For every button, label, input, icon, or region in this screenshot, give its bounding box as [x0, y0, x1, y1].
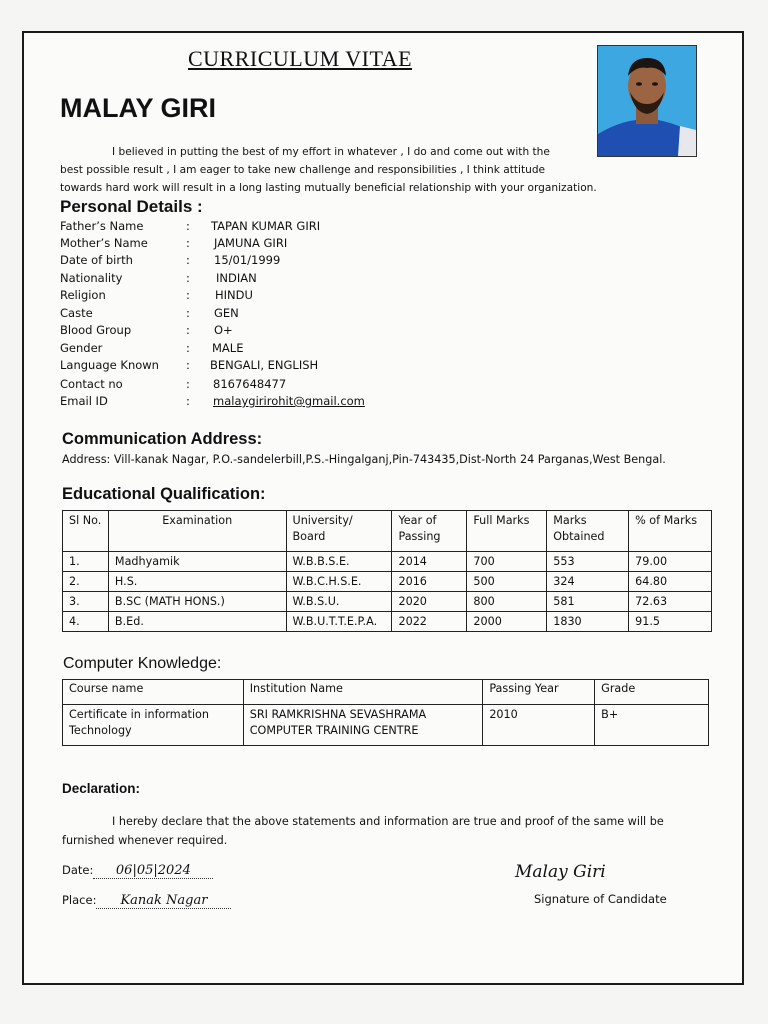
declaration-text: [62, 812, 702, 850]
objective-line: I believed in putting the best of my effort in whatever , I do and come out with the: [112, 146, 550, 158]
education-table: [62, 510, 712, 632]
header-cell: Sl No.: [63, 511, 109, 552]
table-cell: 2.: [63, 572, 109, 592]
objective-line: best possible result , I am eager to take new challenge and responsibilities , I think attitude: [60, 164, 546, 176]
table-row: [63, 592, 712, 612]
communication-heading: Communication Address:: [62, 430, 263, 448]
row-colon: :: [186, 377, 190, 391]
table-cell: 2014: [392, 552, 467, 572]
table-cell: 553: [547, 552, 629, 572]
document-title: CURRICULUM VITAE: [188, 46, 413, 71]
personal-details-heading: Personal Details :: [60, 197, 203, 216]
table-cell: 581: [547, 592, 629, 612]
row-label: Date of birth: [60, 253, 133, 267]
row-label: Blood Group: [60, 323, 132, 337]
row-label: Language Known: [60, 358, 159, 372]
row-colon: :: [186, 236, 190, 250]
declaration-paragraph: I hereby declare that the above statements and information are true and proof of the same will be furnished whenever required.: [62, 815, 664, 847]
table-row: [63, 705, 709, 746]
table-cell: 500: [467, 572, 547, 592]
row-value: O+: [214, 323, 233, 337]
header-cell: University/ Board: [286, 511, 392, 552]
row-colon: :: [186, 358, 190, 372]
table-cell: Certificate in information Technology: [63, 705, 244, 746]
row-colon: :: [186, 253, 190, 267]
place-line: [62, 893, 231, 909]
row-colon: :: [186, 306, 190, 320]
table-cell: W.B.C.H.S.E.: [286, 572, 392, 592]
table-cell: W.B.B.S.E.: [286, 552, 392, 572]
header-cell: Examination: [108, 511, 286, 552]
table-cell: 64.80: [629, 572, 712, 592]
table-cell: 4.: [63, 612, 109, 632]
objective-line: towards hard work will result in a long lasting mutually beneficial relationship with your organization.: [60, 182, 597, 194]
place-value: Kanak Nagar: [96, 893, 231, 909]
row-value: BENGALI, ENGLISH: [210, 358, 319, 372]
place-label: Place:: [62, 893, 97, 907]
row-label: Nationality: [60, 271, 123, 285]
row-label: Contact no: [60, 377, 123, 391]
table-cell: 72.63: [629, 592, 712, 612]
table-cell: 1.: [63, 552, 109, 572]
row-label: Father’s Name: [60, 219, 144, 233]
table-cell: 2022: [392, 612, 467, 632]
row-label: Gender: [60, 341, 103, 355]
table-row: [63, 612, 712, 632]
table-cell: 1830: [547, 612, 629, 632]
row-value: 8167648477: [213, 377, 287, 391]
table-cell: B.SC (MATH HONS.): [108, 592, 286, 612]
header-cell: Marks Obtained: [547, 511, 629, 552]
table-cell: 2000: [467, 612, 547, 632]
table-cell: 324: [547, 572, 629, 592]
row-value: INDIAN: [216, 271, 257, 285]
header-cell: Year of Passing: [392, 511, 467, 552]
table-cell: SRI RAMKRISHNA SEVASHRAMA COMPUTER TRAINING CENTRE: [243, 705, 483, 746]
row-label: Email ID: [60, 394, 108, 408]
row-value: HINDU: [215, 288, 253, 302]
row-value: GEN: [214, 306, 239, 320]
table-cell: 700: [467, 552, 547, 572]
date-value: 06|05|2024: [93, 863, 213, 879]
header-cell: Course name: [63, 680, 244, 705]
table-cell: B+: [595, 705, 709, 746]
header-cell: % of Marks: [629, 511, 712, 552]
computer-knowledge-table: [62, 679, 709, 746]
table-cell: 2016: [392, 572, 467, 592]
computer-knowledge-heading: Computer Knowledge:: [63, 655, 222, 672]
table-header-row: [63, 511, 712, 552]
table-cell: 79.00: [629, 552, 712, 572]
table-cell: 800: [467, 592, 547, 612]
candidate-name: MALAY GIRI: [60, 93, 217, 123]
row-colon: :: [186, 394, 190, 408]
row-label: Caste: [60, 306, 93, 320]
table-cell: B.Ed.: [108, 612, 286, 632]
table-cell: W.B.S.U.: [286, 592, 392, 612]
header-cell: Full Marks: [467, 511, 547, 552]
table-cell: Madhyamik: [108, 552, 286, 572]
row-value: MALE: [212, 341, 244, 355]
signature: Malay Giri: [515, 862, 606, 882]
table-row: [63, 552, 712, 572]
table-cell: W.B.U.T.T.E.P.A.: [286, 612, 392, 632]
table-cell: 91.5: [629, 612, 712, 632]
email-link[interactable]: malaygirirohit@gmail.com: [213, 394, 365, 408]
header-cell: Institution Name: [243, 680, 483, 705]
signature-label: Signature of Candidate: [534, 892, 667, 906]
table-cell: H.S.: [108, 572, 286, 592]
row-label: Mother’s Name: [60, 236, 148, 250]
table-cell: 2010: [483, 705, 595, 746]
declaration-heading: Declaration:: [62, 781, 141, 796]
table-cell: 3.: [63, 592, 109, 612]
header-cell: Grade: [595, 680, 709, 705]
date-label: Date:: [62, 863, 94, 877]
candidate-photo: [597, 45, 697, 157]
education-heading: Educational Qualification:: [62, 485, 266, 503]
row-colon: :: [186, 288, 190, 302]
row-value: JAMUNA GIRI: [214, 236, 288, 250]
address-text: Address: Vill-kanak Nagar, P.O.-sandelerbill,P.S.-Hingalganj,Pin-743435,Dist-North 24 Parganas,West Bengal.: [62, 453, 666, 466]
row-colon: :: [186, 341, 190, 355]
row-colon: :: [186, 271, 190, 285]
row-label: Religion: [60, 288, 106, 302]
objective-paragraph: [60, 143, 620, 197]
table-row: [63, 572, 712, 592]
header-cell: Passing Year: [483, 680, 595, 705]
row-colon: :: [186, 219, 190, 233]
table-header-row: [63, 680, 709, 705]
date-line: [62, 863, 213, 879]
row-value: TAPAN KUMAR GIRI: [211, 219, 321, 233]
row-value: 15/01/1999: [214, 253, 281, 267]
row-colon: :: [186, 323, 190, 337]
table-cell: 2020: [392, 592, 467, 612]
